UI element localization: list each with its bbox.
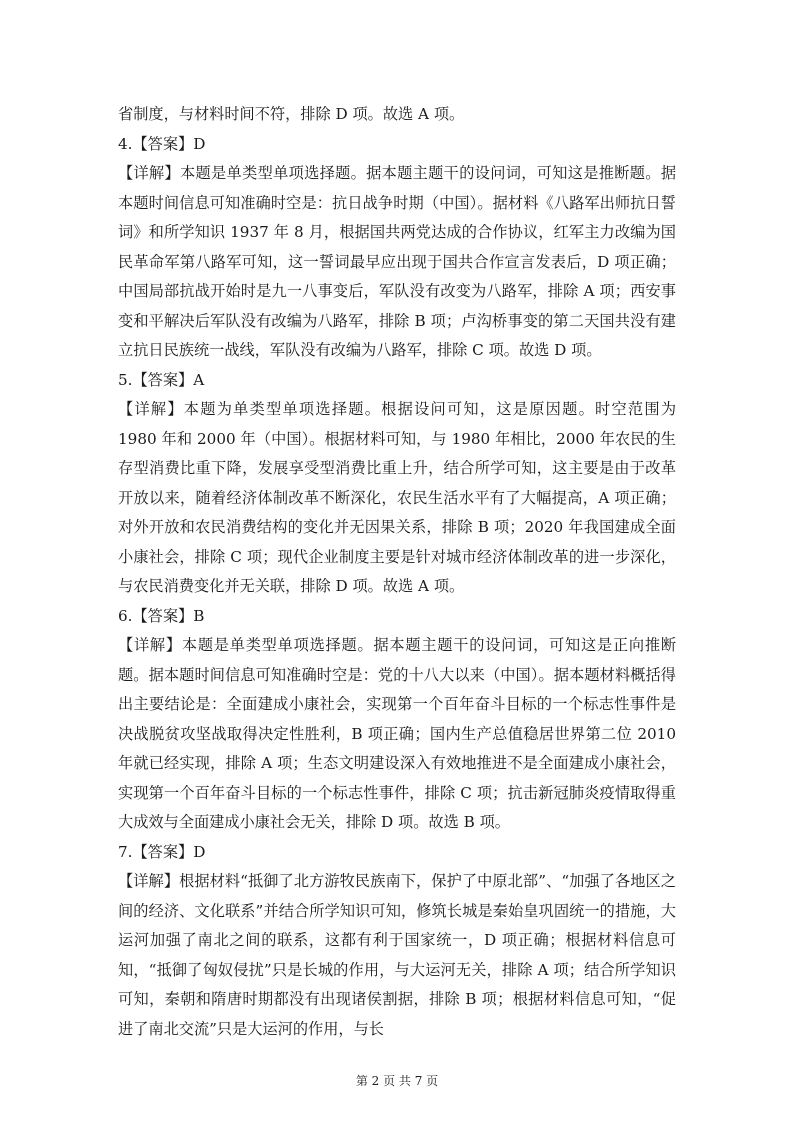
page-footer: 第 2 页 共 7 页	[355, 1074, 439, 1088]
answer-q4: 4.【答案】D	[118, 134, 206, 153]
explanation-q4: 【详解】本题是单类型单项选择题。据本题主题干的设问词，可知这是推断题。据本题时间信息可知准确时空是：抗日战争时期（中国）。据材料《八路军出师抗日誓词》和所学知识 1937 年 8 月，根据国共两党达成的合作协议，红军主力改编为国民革命军第八路军可知，这一誓词最早应出现于国共合作宣言发表后，D 项正确；中国局部抗战开始时是九一八事变后，军队没有改变为八路军，排除 A 项；西安事变和平解决后军队没有改编为八路军，排除 B 项；卢沟桥事变的第二天国共没有建立抗日民族统一战线，军队没有改编为八路军，排除 C 项。故选 D 项。	[118, 164, 676, 359]
answer-q6: 6.【答案】B	[118, 606, 205, 625]
answer-q5: 5.【答案】A	[118, 370, 205, 389]
paragraph-q3-tail: 省制度，与材料时间不符，排除 D 项。故选 A 项。	[118, 105, 465, 123]
explanation-q7: 【详解】根据材料“抵御了北方游牧民族南下，保护了中原北部”、“加强了各地区之间的经济、文化联系”并结合所学知识可知，修筑长城是秦始皇巩固统一的措施，大运河加强了南北之间的联系，这都有利于国家统一，D 项正确；根据材料信息可知，“抵御了匈奴侵扰”只是长城的作用，与大运河无关，排除 A 项；结合所学知识可知，秦朝和隋唐时期都没有出现诸侯割据，排除 B 项；根据材料信息可知，“促进了南北交流”只是大运河的作用，与长	[118, 872, 676, 1038]
explanation-q5: 【详解】本题为单类型单项选择题。根据设问可知，这是原因题。时空范围为 1980 年和 2000 年（中国）。根据材料可知，与 1980 年相比，2000 年农民的生存型消费比重下降，发展享受型消费比重上升，结合所学可知，这主要是由于改革开放以来，随着经济体制改革不断深化，农民生活水平有了大幅提高，A 项正确；对外开放和农民消费结构的变化并无因果关系，排除 B 项；2020 年我国建成全面小康社会，排除 C 项；现代企业制度主要是针对城市经济体制改革的进一步深化，与农民消费变化并无关联，排除 D 项。故选 A 项。	[118, 400, 676, 595]
answer-explanations	[118, 100, 676, 1044]
answer-q7: 7.【答案】D	[118, 842, 206, 861]
explanation-q6: 【详解】本题是单类型单项选择题。据本题主题干的设问词，可知这是正向推断题。据本题时间信息可知准确时空是：党的十八大以来（中国）。据本题材料概括得出主要结论是：全面建成小康社会，实现第一个百年奋斗目标的一个标志性事件是决战脱贫攻坚战取得决定性胜利，B 项正确；国内生产总值稳居世界第二位 2010 年就已经实现，排除 A 项；生态文明建设深入有效地推进不是全面建成小康社会，实现第一个百年奋斗目标的一个标志性事件，排除 C 项；抗击新冠肺炎疫情取得重大成效与全面建成小康社会无关，排除 D 项。故选 B 项。	[118, 636, 676, 831]
